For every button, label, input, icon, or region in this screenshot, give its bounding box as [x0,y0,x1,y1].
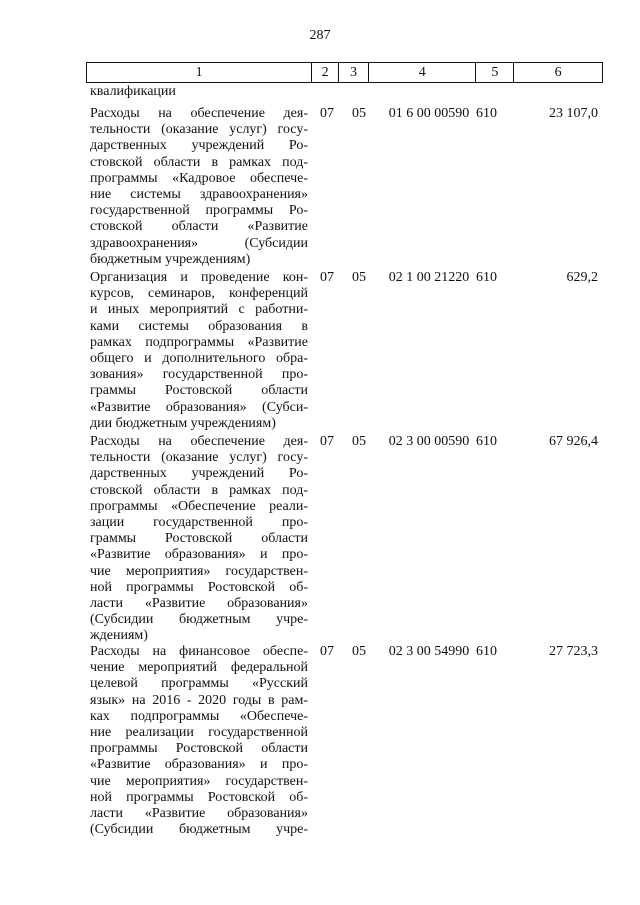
header-col-4: 4 [368,63,476,82]
header-col-5: 5 [475,63,513,82]
header-col-3: 3 [338,63,368,82]
desc-line: язык» на 2016 - 2020 годы в рам- [90,692,308,708]
desc-line: чие мероприятия» государствен- [90,563,308,579]
desc-line: дарственных учреждений Ро- [90,466,308,482]
desc-line: бюджетным учреждениям) [90,251,251,267]
desc-line: стовской области в рамках под- [90,154,308,170]
desc-line: целевой программы «Русский [90,676,308,692]
desc-line: (Субсидии бюджетным учре- [90,822,308,838]
col-4-value: 02 1 00 21220 [388,270,470,285]
desc-line: Организация и проведение кон- [90,270,308,285]
col-5-value: 610 [476,644,497,659]
col-2-value: 07 [320,644,334,659]
header-col-1: 1 [195,64,203,80]
desc-line: ках подпрограммы «Обеспече- [90,708,308,724]
desc-line: тельности (оказание услуг) госу- [90,122,308,138]
desc-line: программы «Обеспечение реали- [90,498,308,514]
desc-line: Расходы на финансовое обеспе- [90,644,308,659]
desc-line: здравоохранения» (Субсидии [90,235,308,251]
header-col-6: 6 [513,63,602,82]
desc-line: Расходы на обеспечение дея- [90,106,308,121]
desc-line: Расходы на обеспечение дея- [90,434,308,449]
desc-line: граммы Ростовской области [90,531,308,547]
desc-line: государственной программы Ро- [90,203,308,219]
row-description [90,434,308,645]
col-3-value: 05 [352,434,366,449]
desc-line: ласти «Развитие образования» [90,596,308,612]
desc-line: ние системы здравоохранения» [90,187,308,203]
desc-line: чение мероприятий федеральной [90,660,308,676]
desc-line: программы Ростовской области [90,741,308,757]
col-2-value: 07 [320,106,334,121]
desc-line: программы «Кадровое обеспече- [90,170,308,186]
table-header [86,62,603,83]
col-6-value: 23 107,0 [549,106,598,121]
desc-line: ждениям) [90,628,148,644]
desc-line: зации государственной про- [90,515,308,531]
desc-line: граммы Ростовской области [90,383,308,399]
desc-line: общего и дополнительного обра- [90,351,308,367]
desc-line: (Субсидии бюджетным учре- [90,612,308,628]
desc-line: «Развитие образования» и про- [90,547,308,563]
col-6-value: 27 723,3 [549,644,598,659]
desc-line: ние реализации государственной [90,725,308,741]
col-2-value: 07 [320,434,334,449]
desc-line: ной программы Ростовской об- [90,789,308,805]
row-description [90,644,308,838]
col-6-value: 629,2 [566,270,598,285]
desc-line: тельности (оказание услуг) госу- [90,450,308,466]
col-4-value: 02 3 00 54990 [388,644,470,659]
desc-line: зования» государственной про- [90,367,308,383]
row-description [90,270,308,432]
col-3-value: 05 [352,644,366,659]
desc-line: стовской области «Развитие [90,219,308,235]
col-5-value: 610 [476,106,497,121]
desc-line: «Развитие образования» и про- [90,757,308,773]
desc-line: чие мероприятия» государствен- [90,773,308,789]
col-4-value: 01 6 00 00590 [388,106,470,121]
col-3-value: 05 [352,106,366,121]
col-2-value: 07 [320,270,334,285]
desc-line: курсов, семинаров, конференций [90,286,308,302]
desc-line: ками системы образования в [90,318,308,334]
col-6-value: 67 926,4 [549,434,598,449]
page-number: 287 [309,28,331,43]
col-4-value: 02 3 00 00590 [388,434,470,449]
desc-line: дарственных учреждений Ро- [90,138,308,154]
col-3-value: 05 [352,270,366,285]
col-5-value: 610 [476,434,497,449]
continuation-text: квалификации [90,84,176,99]
desc-line: и иных мероприятий с работни- [90,302,308,318]
desc-line: стовской области в рамках под- [90,482,308,498]
row-description [90,106,308,268]
desc-line: ласти «Развитие образования» [90,806,308,822]
desc-line: ной программы Ростовской об- [90,579,308,595]
desc-line: дии бюджетным учреждениям) [90,415,276,431]
header-col-2: 2 [311,63,338,82]
col-5-value: 610 [476,270,497,285]
desc-line: «Развитие образования» (Субси- [90,399,308,415]
desc-line: рамках подпрограммы «Развитие [90,334,308,350]
